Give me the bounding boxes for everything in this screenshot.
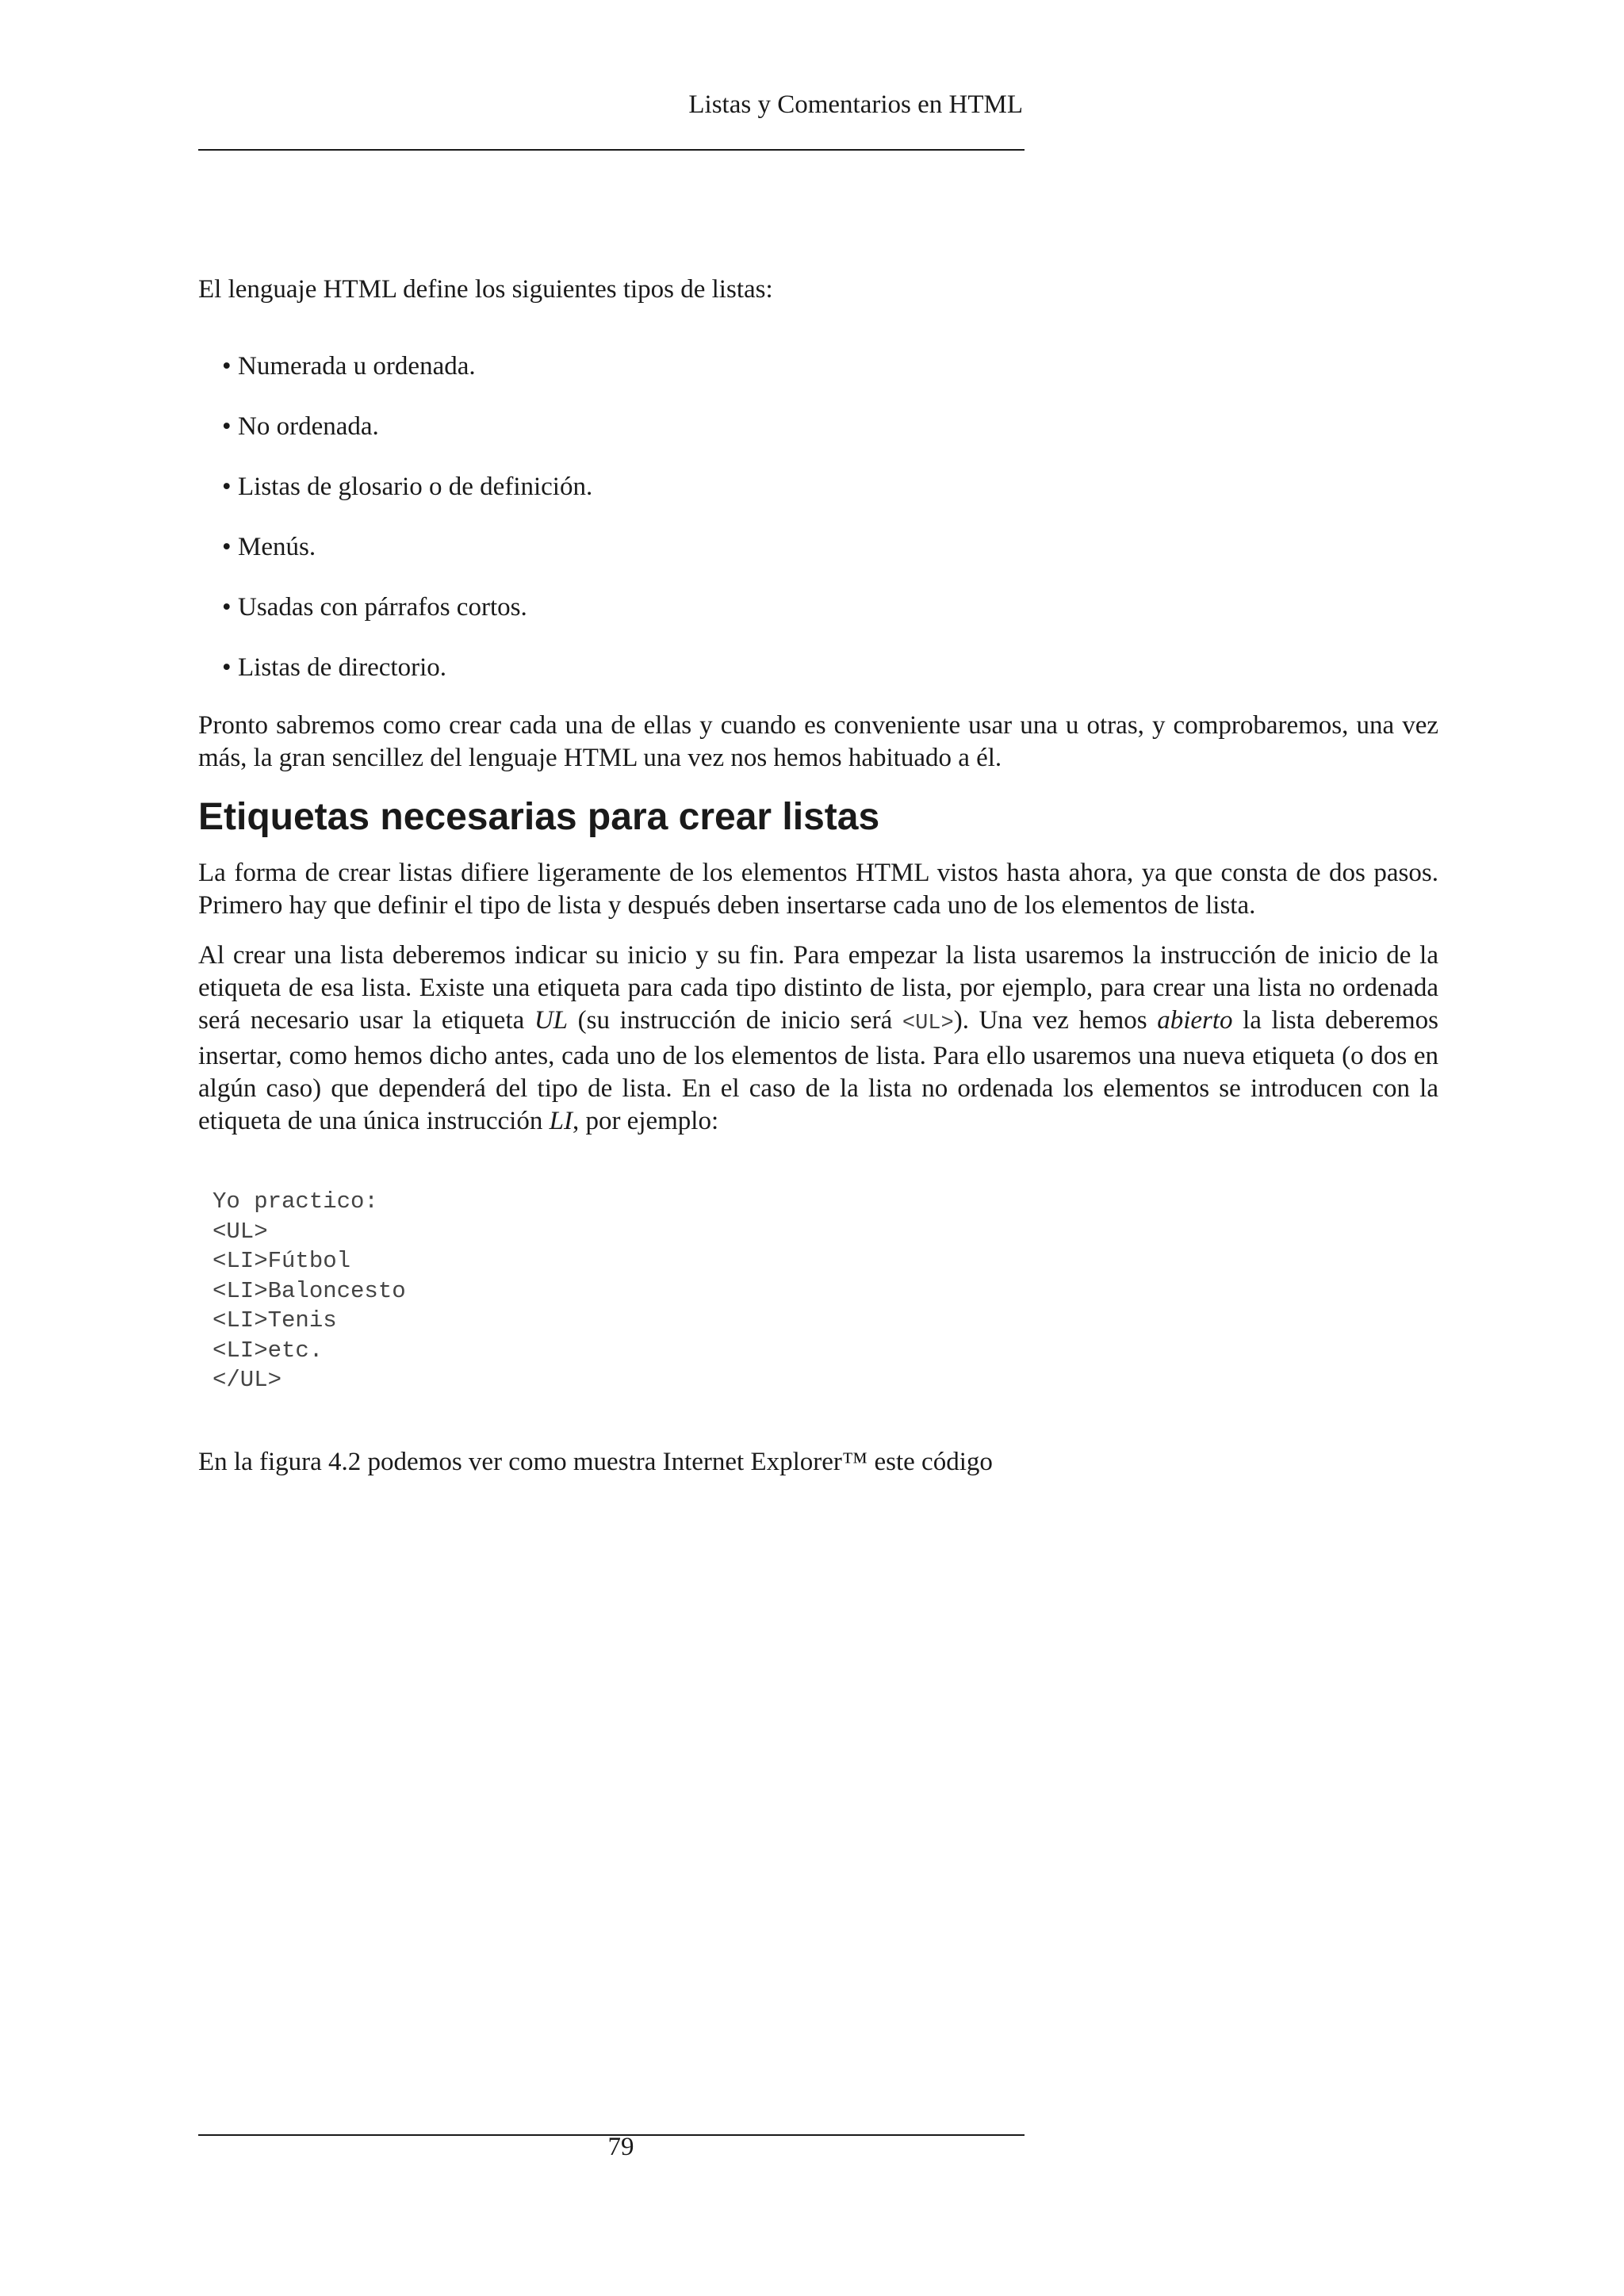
bullet-icon: • <box>222 352 232 381</box>
inline-code-ul: <UL> <box>902 1012 954 1035</box>
paragraph-text: , por ejemplo: <box>572 1107 719 1135</box>
list-item-text: Menús. <box>238 533 316 561</box>
closing-paragraph: En la figura 4.2 podemos ver como muestra Internet Explorer™ este código <box>198 1447 993 1476</box>
section-paragraph-1: La forma de crear listas difiere ligeramente de los elementos HTML vistos hasta ahora, ya que consta de dos pasos. Primero hay que definir el tipo de lista y después deben insertarse cada uno de los elementos de lista. <box>198 859 1438 920</box>
bullet-icon: • <box>222 653 232 682</box>
paragraph-text: la lista deberemos insertar, como hemos dicho antes, cada uno de los elementos de lista. Para ello usaremos una nueva etiqueta (o dos en algún caso) que dependerá del tipo de lista. En el caso de la lista no ordenada los elementos se introducen con la etiqueta de una única instrucción <box>198 1006 1438 1135</box>
header-rule <box>198 149 1025 151</box>
list-item-text: Numerada u ordenada. <box>238 352 476 381</box>
bullet-icon: • <box>222 473 232 501</box>
code-line: Yo practico: <box>213 1188 378 1215</box>
emphasis-li: LI <box>549 1107 573 1135</box>
code-example <box>213 1187 1438 1395</box>
bullet-icon: • <box>222 533 232 561</box>
page-number-text: 79 <box>607 2133 634 2161</box>
list-item-text: Usadas con párrafos cortos. <box>238 593 527 622</box>
paragraph-text: Al crear una lista deberemos indicar su inicio y su fin. Para empezar la lista usaremos la instrucción de inicio de la etiqueta de esa lista. Existe una etiqueta para cada tipo distinto de lista, por ejemplo, para crear una lista no ordenada será necesario usar la etiqueta <box>198 941 1438 1035</box>
code-line: <UL> <box>213 1218 268 1245</box>
page-number <box>198 2131 1025 2163</box>
bullet-icon: • <box>222 412 232 441</box>
list-item-text: Listas de glosario o de definición. <box>238 473 593 501</box>
paragraph-after-list: Pronto sabremos como crear cada una de ellas y cuando es conveniente usar una u otras, y comprobaremos, una vez más, la gran sencillez del lenguaje HTML una vez nos hemos habituado a él. <box>198 711 1438 772</box>
emphasis-abierto: abierto <box>1157 1006 1233 1035</box>
list-types-list <box>198 350 1438 684</box>
list-item <box>222 652 1438 684</box>
emphasis-ul: UL <box>534 1006 569 1035</box>
code-line: <LI>Baloncesto <box>213 1277 406 1304</box>
list-item <box>222 531 1438 564</box>
list-item-text: Listas de directorio. <box>238 653 447 682</box>
paragraph-text: (su instrucción de inicio será <box>568 1006 902 1035</box>
list-item <box>222 471 1438 503</box>
code-line: <LI>Tenis <box>213 1307 337 1334</box>
code-line: </UL> <box>213 1367 282 1393</box>
code-line: <LI>Fútbol <box>213 1248 351 1274</box>
list-item-text: No ordenada. <box>238 412 379 441</box>
section-heading: Etiquetas necesarias para crear listas <box>198 796 880 838</box>
code-line: <LI>etc. <box>213 1337 324 1364</box>
list-item <box>222 411 1438 443</box>
bullet-icon: • <box>222 593 232 622</box>
running-header-title: Listas y Comentarios en HTML <box>688 90 1023 119</box>
list-item <box>222 350 1438 383</box>
intro-paragraph: El lenguaje HTML define los siguientes tipos de listas: <box>198 275 773 304</box>
paragraph-text: ). Una vez hemos <box>953 1006 1158 1035</box>
list-item <box>222 591 1438 624</box>
page-content <box>198 274 1438 1479</box>
section-paragraph-2 <box>198 939 1438 1138</box>
